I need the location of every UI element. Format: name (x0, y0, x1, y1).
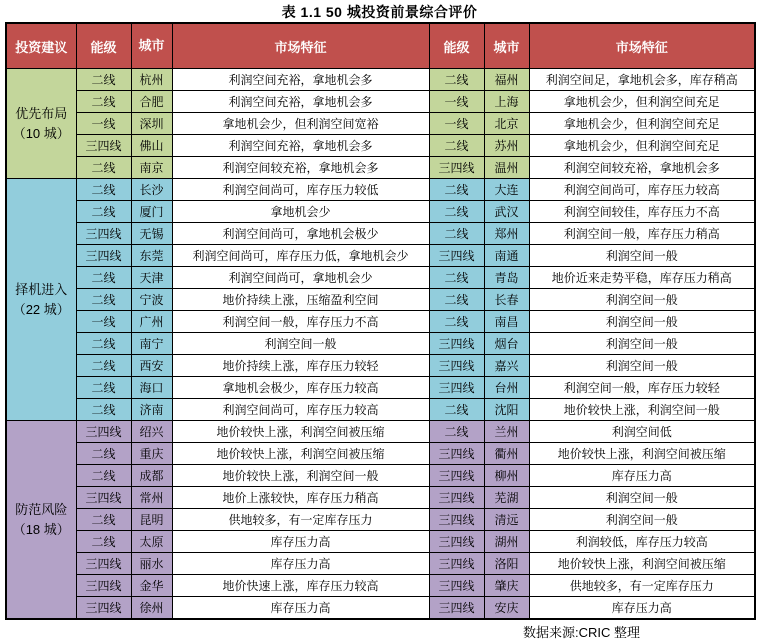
table-row (6, 575, 755, 597)
city-cell: 福州 (484, 69, 529, 91)
city-cell: 上海 (484, 91, 529, 113)
tier-cell: 三四线 (76, 597, 131, 620)
city-cell: 杭州 (131, 69, 172, 91)
tier-cell: 二线 (429, 399, 484, 421)
table-row (6, 267, 755, 289)
tier-cell: 三四线 (76, 575, 131, 597)
table-row (6, 509, 755, 531)
tier-cell: 二线 (76, 267, 131, 289)
tier-cell: 二线 (429, 179, 484, 201)
feature-cell: 拿地机会少 (172, 201, 429, 223)
city-cell: 丽水 (131, 553, 172, 575)
tier-cell: 三四线 (429, 553, 484, 575)
tier-cell: 二线 (76, 465, 131, 487)
city-cell: 南昌 (484, 311, 529, 333)
city-cell: 嘉兴 (484, 355, 529, 377)
table-title: 表 1.1 50 城投资前景综合评价 (281, 4, 478, 20)
table-row (6, 597, 755, 620)
tier-cell: 二线 (429, 223, 484, 245)
group-count: （22 城） (12, 301, 70, 317)
city-cell: 兰州 (484, 421, 529, 443)
tier-cell: 一线 (429, 113, 484, 135)
city-cell: 湖州 (484, 531, 529, 553)
tier-cell: 三四线 (429, 575, 484, 597)
table-row (6, 465, 755, 487)
city-cell: 太原 (131, 531, 172, 553)
city-cell: 厦门 (131, 201, 172, 223)
feature-cell: 利润空间较充裕，拿地机会多 (172, 157, 429, 179)
tier-cell: 一线 (76, 113, 131, 135)
tier-cell: 三四线 (76, 245, 131, 267)
feature-cell: 地价持续上涨，压缩盈利空间 (172, 289, 429, 311)
feature-cell: 利润空间充裕，拿地机会多 (172, 69, 429, 91)
city-cell: 武汉 (484, 201, 529, 223)
tier-cell: 三四线 (429, 443, 484, 465)
city-cell: 佛山 (131, 135, 172, 157)
table-row (6, 223, 755, 245)
group-label-cell (6, 421, 76, 620)
tier-cell: 三四线 (76, 553, 131, 575)
feature-cell: 地价较快上涨，利润空间被压缩 (172, 443, 429, 465)
feature-cell: 地价持续上涨，库存压力较轻 (172, 355, 429, 377)
city-cell: 广州 (131, 311, 172, 333)
table-body (6, 69, 755, 620)
table-row (6, 69, 755, 91)
feature-cell: 供地较多，有一定库存压力 (529, 575, 755, 597)
feature-cell: 地价较快上涨，利润空间被压缩 (172, 421, 429, 443)
table-row (6, 487, 755, 509)
tier-cell: 三四线 (76, 487, 131, 509)
city-cell: 昆明 (131, 509, 172, 531)
city-cell: 长春 (484, 289, 529, 311)
feature-cell: 利润空间充裕，拿地机会多 (172, 91, 429, 113)
city-cell: 衢州 (484, 443, 529, 465)
tier-cell: 三四线 (76, 223, 131, 245)
feature-cell: 地价近来走势平稳，库存压力稍高 (529, 267, 755, 289)
feature-cell: 利润空间充裕，拿地机会多 (172, 135, 429, 157)
table-row (6, 399, 755, 421)
city-cell: 无锡 (131, 223, 172, 245)
feature-cell: 拿地机会少，但利润空间充足 (529, 113, 755, 135)
city-cell: 烟台 (484, 333, 529, 355)
table-row (6, 157, 755, 179)
table-row (6, 201, 755, 223)
feature-cell: 利润空间一般 (529, 245, 755, 267)
feature-cell: 地价较快上涨，利润空间一般 (172, 465, 429, 487)
city-cell: 合肥 (131, 91, 172, 113)
feature-cell: 地价较快上涨，利润空间一般 (529, 399, 755, 421)
city-cell: 绍兴 (131, 421, 172, 443)
group-label: 优先布局 (15, 105, 68, 121)
feature-cell: 拿地机会少，但利润空间充足 (529, 135, 755, 157)
city-cell: 温州 (484, 157, 529, 179)
tier-cell: 一线 (76, 311, 131, 333)
table-row (6, 443, 755, 465)
table-row (6, 333, 755, 355)
city-cell: 苏州 (484, 135, 529, 157)
tier-cell: 二线 (76, 91, 131, 113)
feature-cell: 地价较快上涨，利润空间被压缩 (529, 553, 755, 575)
feature-cell: 利润空间尚可，拿地机会极少 (172, 223, 429, 245)
tier-cell: 三四线 (429, 531, 484, 553)
feature-cell: 库存压力高 (172, 553, 429, 575)
city-cell: 柳州 (484, 465, 529, 487)
tier-cell: 三四线 (429, 487, 484, 509)
feature-cell: 利润空间尚可，库存压力较高 (529, 179, 755, 201)
feature-cell: 库存压力高 (529, 597, 755, 620)
feature-cell: 供地较多，有一定库存压力 (172, 509, 429, 531)
table-row (6, 179, 755, 201)
tier-cell: 三四线 (76, 135, 131, 157)
table-row (6, 377, 755, 399)
header-city-left: 城市 (131, 23, 172, 69)
group-label: 防范风险 (15, 501, 68, 517)
tier-cell: 一线 (429, 91, 484, 113)
feature-cell: 利润空间一般，库存压力稍高 (529, 223, 755, 245)
header-tier-left: 能级 (76, 23, 131, 69)
feature-cell: 地价快速上涨，库存压力较高 (172, 575, 429, 597)
header-feature-right: 市场特征 (529, 23, 755, 69)
feature-cell: 利润空间尚可，拿地机会少 (172, 267, 429, 289)
city-cell: 安庆 (484, 597, 529, 620)
city-cell: 大连 (484, 179, 529, 201)
city-cell: 东莞 (131, 245, 172, 267)
feature-cell: 拿地机会极少，库存压力较高 (172, 377, 429, 399)
feature-cell: 利润空间足，拿地机会多，库存稍高 (529, 69, 755, 91)
city-cell: 南京 (131, 157, 172, 179)
feature-cell: 库存压力高 (172, 597, 429, 620)
city-cell: 清远 (484, 509, 529, 531)
tier-cell: 二线 (429, 135, 484, 157)
group-label-cell (6, 179, 76, 421)
city-cell: 芜湖 (484, 487, 529, 509)
feature-cell: 库存压力高 (529, 465, 755, 487)
header-city-right: 城市 (484, 23, 529, 69)
tier-cell: 三四线 (76, 421, 131, 443)
feature-cell: 利润空间一般 (529, 355, 755, 377)
tier-cell: 二线 (76, 179, 131, 201)
table-row (6, 245, 755, 267)
table-header-row (6, 23, 755, 69)
tier-cell: 二线 (76, 509, 131, 531)
tier-cell: 二线 (429, 289, 484, 311)
city-cell: 长沙 (131, 179, 172, 201)
table-row (6, 553, 755, 575)
feature-cell: 库存压力高 (172, 531, 429, 553)
tier-cell: 二线 (76, 443, 131, 465)
table-row (6, 311, 755, 333)
table-row (6, 113, 755, 135)
city-cell: 济南 (131, 399, 172, 421)
table-row (6, 91, 755, 113)
city-cell: 深圳 (131, 113, 172, 135)
city-cell: 海口 (131, 377, 172, 399)
city-cell: 常州 (131, 487, 172, 509)
city-cell: 青岛 (484, 267, 529, 289)
city-cell: 南通 (484, 245, 529, 267)
table-row (6, 289, 755, 311)
feature-cell: 拿地机会少，但利润空间宽裕 (172, 113, 429, 135)
tier-cell: 三四线 (429, 245, 484, 267)
feature-cell: 利润空间一般 (529, 289, 755, 311)
tier-cell: 三四线 (429, 333, 484, 355)
city-cell: 郑州 (484, 223, 529, 245)
feature-cell: 利润空间低 (529, 421, 755, 443)
feature-cell: 利润空间一般 (172, 333, 429, 355)
tier-cell: 二线 (429, 311, 484, 333)
feature-cell: 利润空间尚可，库存压力较低 (172, 179, 429, 201)
tier-cell: 三四线 (429, 509, 484, 531)
tier-cell: 三四线 (429, 377, 484, 399)
feature-cell: 利润空间尚可，库存压力低，拿地机会少 (172, 245, 429, 267)
tier-cell: 二线 (76, 399, 131, 421)
city-cell: 南宁 (131, 333, 172, 355)
city-cell: 洛阳 (484, 553, 529, 575)
feature-cell: 地价较快上涨，利润空间被压缩 (529, 443, 755, 465)
city-cell: 金华 (131, 575, 172, 597)
group-label: 择机进入 (15, 281, 68, 297)
city-cell: 天津 (131, 267, 172, 289)
feature-cell: 利润空间尚可，库存压力较高 (172, 399, 429, 421)
table-row (6, 135, 755, 157)
city-cell: 北京 (484, 113, 529, 135)
feature-cell: 利润空间一般，库存压力不高 (172, 311, 429, 333)
tier-cell: 二线 (76, 355, 131, 377)
tier-cell: 三四线 (429, 157, 484, 179)
feature-cell: 利润空间一般 (529, 487, 755, 509)
feature-cell: 利润空间一般 (529, 333, 755, 355)
tier-cell: 二线 (76, 289, 131, 311)
tier-cell: 二线 (76, 333, 131, 355)
tier-cell: 二线 (429, 267, 484, 289)
city-cell: 成都 (131, 465, 172, 487)
table-row (6, 531, 755, 553)
city-cell: 宁波 (131, 289, 172, 311)
header-advice: 投资建议 (6, 23, 76, 69)
header-tier-right: 能级 (429, 23, 484, 69)
feature-cell: 利润空间一般 (529, 509, 755, 531)
feature-cell: 利润较低，库存压力较高 (529, 531, 755, 553)
city-cell: 西安 (131, 355, 172, 377)
tier-cell: 二线 (76, 201, 131, 223)
city-evaluation-table (5, 22, 756, 620)
feature-cell: 利润空间较充裕，拿地机会多 (529, 157, 755, 179)
tier-cell: 二线 (429, 69, 484, 91)
feature-cell: 利润空间较佳，库存压力不高 (529, 201, 755, 223)
tier-cell: 二线 (76, 69, 131, 91)
tier-cell: 二线 (76, 157, 131, 179)
data-source-note: 数据来源:CRIC 整理 (522, 625, 640, 640)
tier-cell: 三四线 (429, 465, 484, 487)
tier-cell: 二线 (76, 531, 131, 553)
feature-cell: 地价上涨较快，库存压力稍高 (172, 487, 429, 509)
header-feature-left: 市场特征 (172, 23, 429, 69)
tier-cell: 三四线 (429, 355, 484, 377)
feature-cell: 拿地机会少，但利润空间充足 (529, 91, 755, 113)
city-cell: 沈阳 (484, 399, 529, 421)
city-cell: 重庆 (131, 443, 172, 465)
table-row (6, 421, 755, 443)
feature-cell: 利润空间一般 (529, 311, 755, 333)
table-row (6, 355, 755, 377)
tier-cell: 二线 (76, 377, 131, 399)
tier-cell: 二线 (429, 201, 484, 223)
tier-cell: 三四线 (429, 597, 484, 620)
tier-cell: 二线 (429, 421, 484, 443)
city-cell: 肇庆 (484, 575, 529, 597)
group-label-cell (6, 69, 76, 179)
group-count: （18 城） (12, 521, 70, 537)
feature-cell: 利润空间一般，库存压力较轻 (529, 377, 755, 399)
city-cell: 台州 (484, 377, 529, 399)
group-count: （10 城） (12, 125, 70, 141)
city-cell: 徐州 (131, 597, 172, 620)
